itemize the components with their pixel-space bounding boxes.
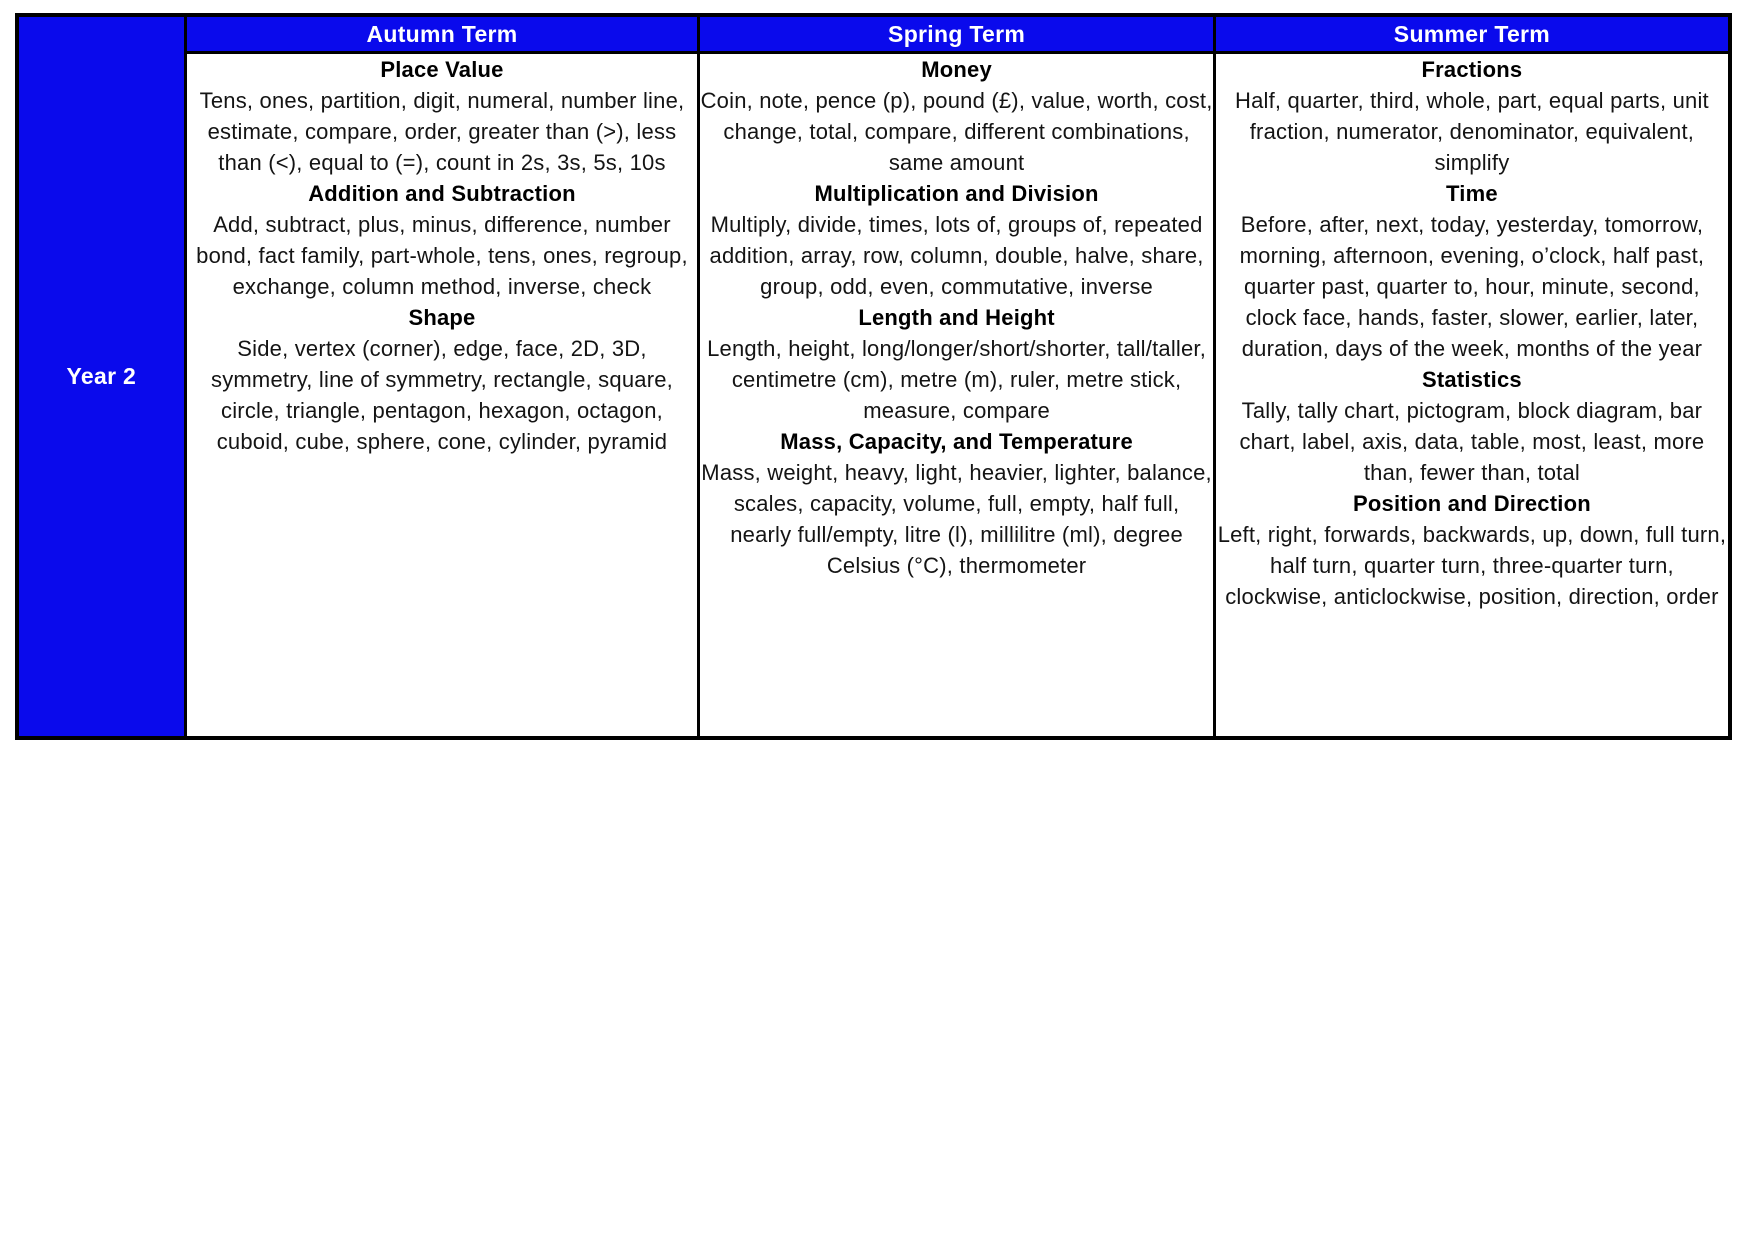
section-words: Multiply, divide, times, lots of, groups of, repeated addition, array, row, column, double, halve, share, group, odd, even, commutative, inverse <box>709 212 1204 299</box>
section-words: Tens, ones, partition, digit, numeral, number line, estimate, compare, order, greater than (>), less than (<), equal to (=), count in 2s, 3s, 5s, 10s <box>199 88 685 175</box>
section-heading: Position and Direction <box>1353 491 1591 516</box>
section-heading: Addition and Subtraction <box>308 181 576 206</box>
section-heading: Statistics <box>1422 367 1522 392</box>
section-words: Left, right, forwards, backwards, up, down, full turn, half turn, quarter turn, three-quarter turn, clockwise, anticlockwise, position, direction, order <box>1217 522 1727 609</box>
section-heading: Multiplication and Division <box>814 181 1099 206</box>
section-heading: Length and Height <box>858 305 1055 330</box>
section-words: Side, vertex (corner), edge, face, 2D, 3D, symmetry, line of symmetry, rectangle, square, circle, triangle, pentagon, hexagon, octagon, cuboid, cube, sphere, cone, cylinder, pyramid <box>211 336 673 454</box>
term-cell-spring <box>699 53 1215 739</box>
section-words: Mass, weight, heavy, light, heavier, lighter, balance, scales, capacity, volume, full, empty, half full, nearly full/empty, litre (l), millilitre (ml), degree Celsius (°C), thermometer <box>701 460 1212 578</box>
column-header-spring-term: Spring Term <box>699 15 1215 53</box>
section-heading: Time <box>1446 181 1498 206</box>
year-group-label-cell: Year 2 <box>17 15 185 738</box>
section-words: Half, quarter, third, whole, part, equal parts, unit fraction, numerator, denominator, equivalent, simplify <box>1235 88 1709 175</box>
section-words: Length, height, long/longer/short/shorter, tall/taller, centimetre (cm), metre (m), ruler, metre stick, measure, compare <box>707 336 1207 423</box>
section-words: Coin, note, pence (p), pound (£), value, worth, cost, change, total, compare, different combinations, same amount <box>700 88 1213 175</box>
section-heading: Shape <box>408 305 476 330</box>
vocabulary-table <box>15 13 1732 740</box>
section-heading: Money <box>921 57 992 82</box>
section-heading: Fractions <box>1421 57 1523 82</box>
section-heading: Mass, Capacity, and Temperature <box>780 429 1133 454</box>
term-cell-summer <box>1214 53 1730 739</box>
section-heading: Place Value <box>380 57 504 82</box>
column-header-autumn-term: Autumn Term <box>185 15 699 53</box>
section-words: Add, subtract, plus, minus, difference, number bond, fact family, part-whole, tens, ones, regroup, exchange, column method, inverse, check <box>196 212 688 299</box>
section-words: Tally, tally chart, pictogram, block diagram, bar chart, label, axis, data, table, most, least, more than, fewer than, total <box>1239 398 1705 485</box>
section-words: Before, after, next, today, yesterday, tomorrow, morning, afternoon, evening, o’clock, half past, quarter past, quarter to, hour, minute, second, clock face, hands, faster, slower, earlier, later, duration, days of the week, months of the year <box>1239 212 1705 361</box>
column-header-summer-term: Summer Term <box>1214 15 1730 53</box>
term-cell-autumn <box>185 53 699 739</box>
